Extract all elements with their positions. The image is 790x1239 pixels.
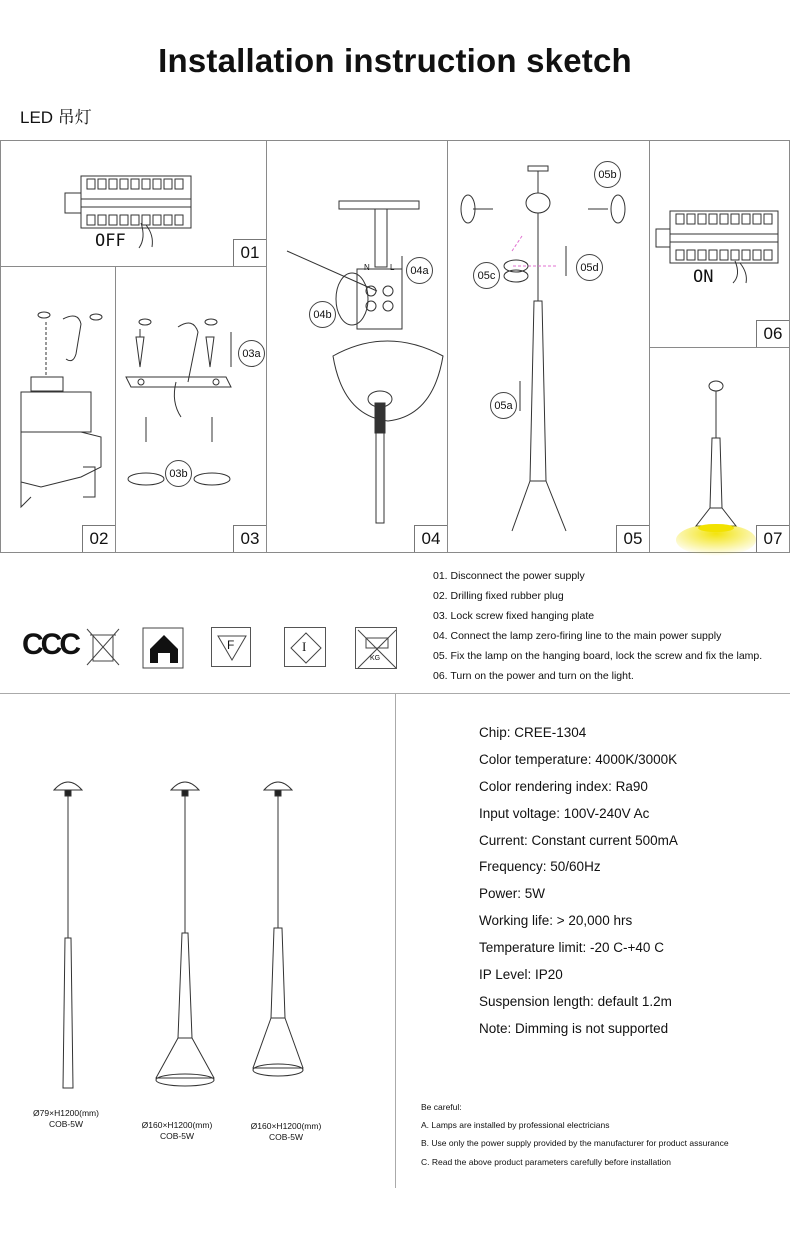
switch-off-label: OFF — [95, 231, 126, 251]
product-dimension-2: Ø160×H1200(mm) — [141, 1120, 213, 1130]
step-text-01: 01. Disconnect the power supply — [433, 570, 585, 582]
weee-bin-icon — [85, 627, 121, 667]
breaker-on-icon — [650, 141, 790, 349]
spec-current: Current: Constant current 500mA — [479, 833, 678, 848]
callout-04a: 04a — [406, 257, 433, 284]
caution-item-b: B. Use only the power supply provided by the manufacturer for product assurance — [421, 1138, 729, 1148]
product-dimension-3: Ø160×H1200(mm) — [250, 1121, 322, 1131]
kg-label: KG — [370, 655, 381, 662]
spec-temperature-limit: Temperature limit: -20 C-+40 C — [479, 940, 664, 955]
callout-03a: 03a — [238, 340, 265, 367]
page-title: Installation instruction sketch — [158, 42, 632, 79]
spec-input-voltage: Input voltage: 100V-240V Ac — [479, 806, 650, 821]
callout-04b: 04b — [309, 301, 336, 328]
terminal-neutral-label: N — [364, 263, 370, 272]
step-text-02: 02. Drilling fixed rubber plug — [433, 590, 564, 602]
terminal-live-label: L — [390, 263, 395, 272]
spec-color-temperature: Color temperature: 4000K/3000K — [479, 752, 678, 767]
step-text-05: 05. Fix the lamp on the hanging board, lock the screw and fix the lamp. — [433, 650, 763, 662]
product-subtitle: LED 吊灯 — [20, 108, 92, 127]
panel-05 — [447, 140, 650, 553]
step-text-04: 04. Connect the lamp zero-firing line to the main power supply — [433, 630, 722, 642]
switch-on-label: ON — [693, 267, 714, 287]
drill-icon — [1, 267, 117, 554]
wiring-connection-icon — [267, 141, 449, 554]
spec-chip: Chip: CREE-1304 — [479, 725, 587, 740]
caution-heading: Be careful: — [421, 1102, 462, 1112]
spec-suspension-length: Suspension length: default 1.2m — [479, 994, 672, 1009]
step-number-07: 07 — [756, 525, 789, 552]
spec-dimming-note: Note: Dimming is not supported — [479, 1021, 669, 1036]
panel-06 — [649, 140, 790, 348]
product-model-1: COB-5W — [49, 1119, 83, 1129]
callout-05c: 05c — [473, 262, 500, 289]
product-model-3: COB-5W — [269, 1132, 303, 1142]
step-text-06: 06. Turn on the power and turn on the light. — [433, 670, 634, 682]
pendant-slim-icon — [48, 778, 88, 1098]
hanging-plate-icon — [116, 267, 268, 554]
step-number-01: 01 — [233, 239, 266, 266]
lit-lamp-icon — [650, 348, 790, 554]
product-dimension-1: Ø79×H1200(mm) — [33, 1108, 99, 1118]
kg-warning-icon — [356, 628, 398, 670]
f-mark-letter: F — [227, 638, 235, 652]
panel-07 — [649, 347, 790, 553]
spec-cri: Color rendering index: Ra90 — [479, 779, 648, 794]
caution-item-c: C. Read the above product parameters carefully before installation — [421, 1157, 671, 1167]
ccc-mark: CCC — [22, 628, 78, 661]
callout-05b: 05b — [594, 161, 621, 188]
step-number-06: 06 — [756, 320, 789, 347]
lamp-mounting-icon — [448, 141, 651, 554]
callout-05d: 05d — [576, 254, 603, 281]
indoor-use-icon — [142, 627, 184, 669]
breaker-icon — [1, 141, 268, 268]
panel-03 — [115, 266, 267, 553]
spec-power: Power: 5W — [479, 886, 546, 901]
panel-02 — [0, 266, 116, 553]
step-number-02: 02 — [82, 525, 115, 552]
spec-working-life: Working life: > 20,000 hrs — [479, 913, 633, 928]
step-number-05: 05 — [616, 525, 649, 552]
caution-item-a: A. Lamps are installed by professional electricians — [421, 1120, 610, 1130]
class-ii-badge — [284, 627, 326, 667]
step-number-04: 04 — [414, 525, 447, 552]
pendant-cone-icon-2 — [243, 778, 313, 1098]
step-number-03: 03 — [233, 525, 266, 552]
pendant-cone-icon — [150, 778, 220, 1098]
callout-05a: 05a — [490, 392, 517, 419]
f-mark-badge — [211, 627, 251, 667]
panel-01 — [0, 140, 267, 267]
callout-03b: 03b — [165, 460, 192, 487]
spec-ip-level: IP Level: IP20 — [479, 967, 563, 982]
class-ii-letter: I — [302, 639, 307, 654]
column-divider — [395, 693, 396, 1188]
kg-badge — [355, 627, 397, 669]
product-model-2: COB-5W — [160, 1131, 194, 1141]
panel-04 — [266, 140, 448, 553]
step-text-03: 03. Lock screw fixed hanging plate — [433, 610, 595, 622]
spec-frequency: Frequency: 50/60Hz — [479, 859, 601, 874]
